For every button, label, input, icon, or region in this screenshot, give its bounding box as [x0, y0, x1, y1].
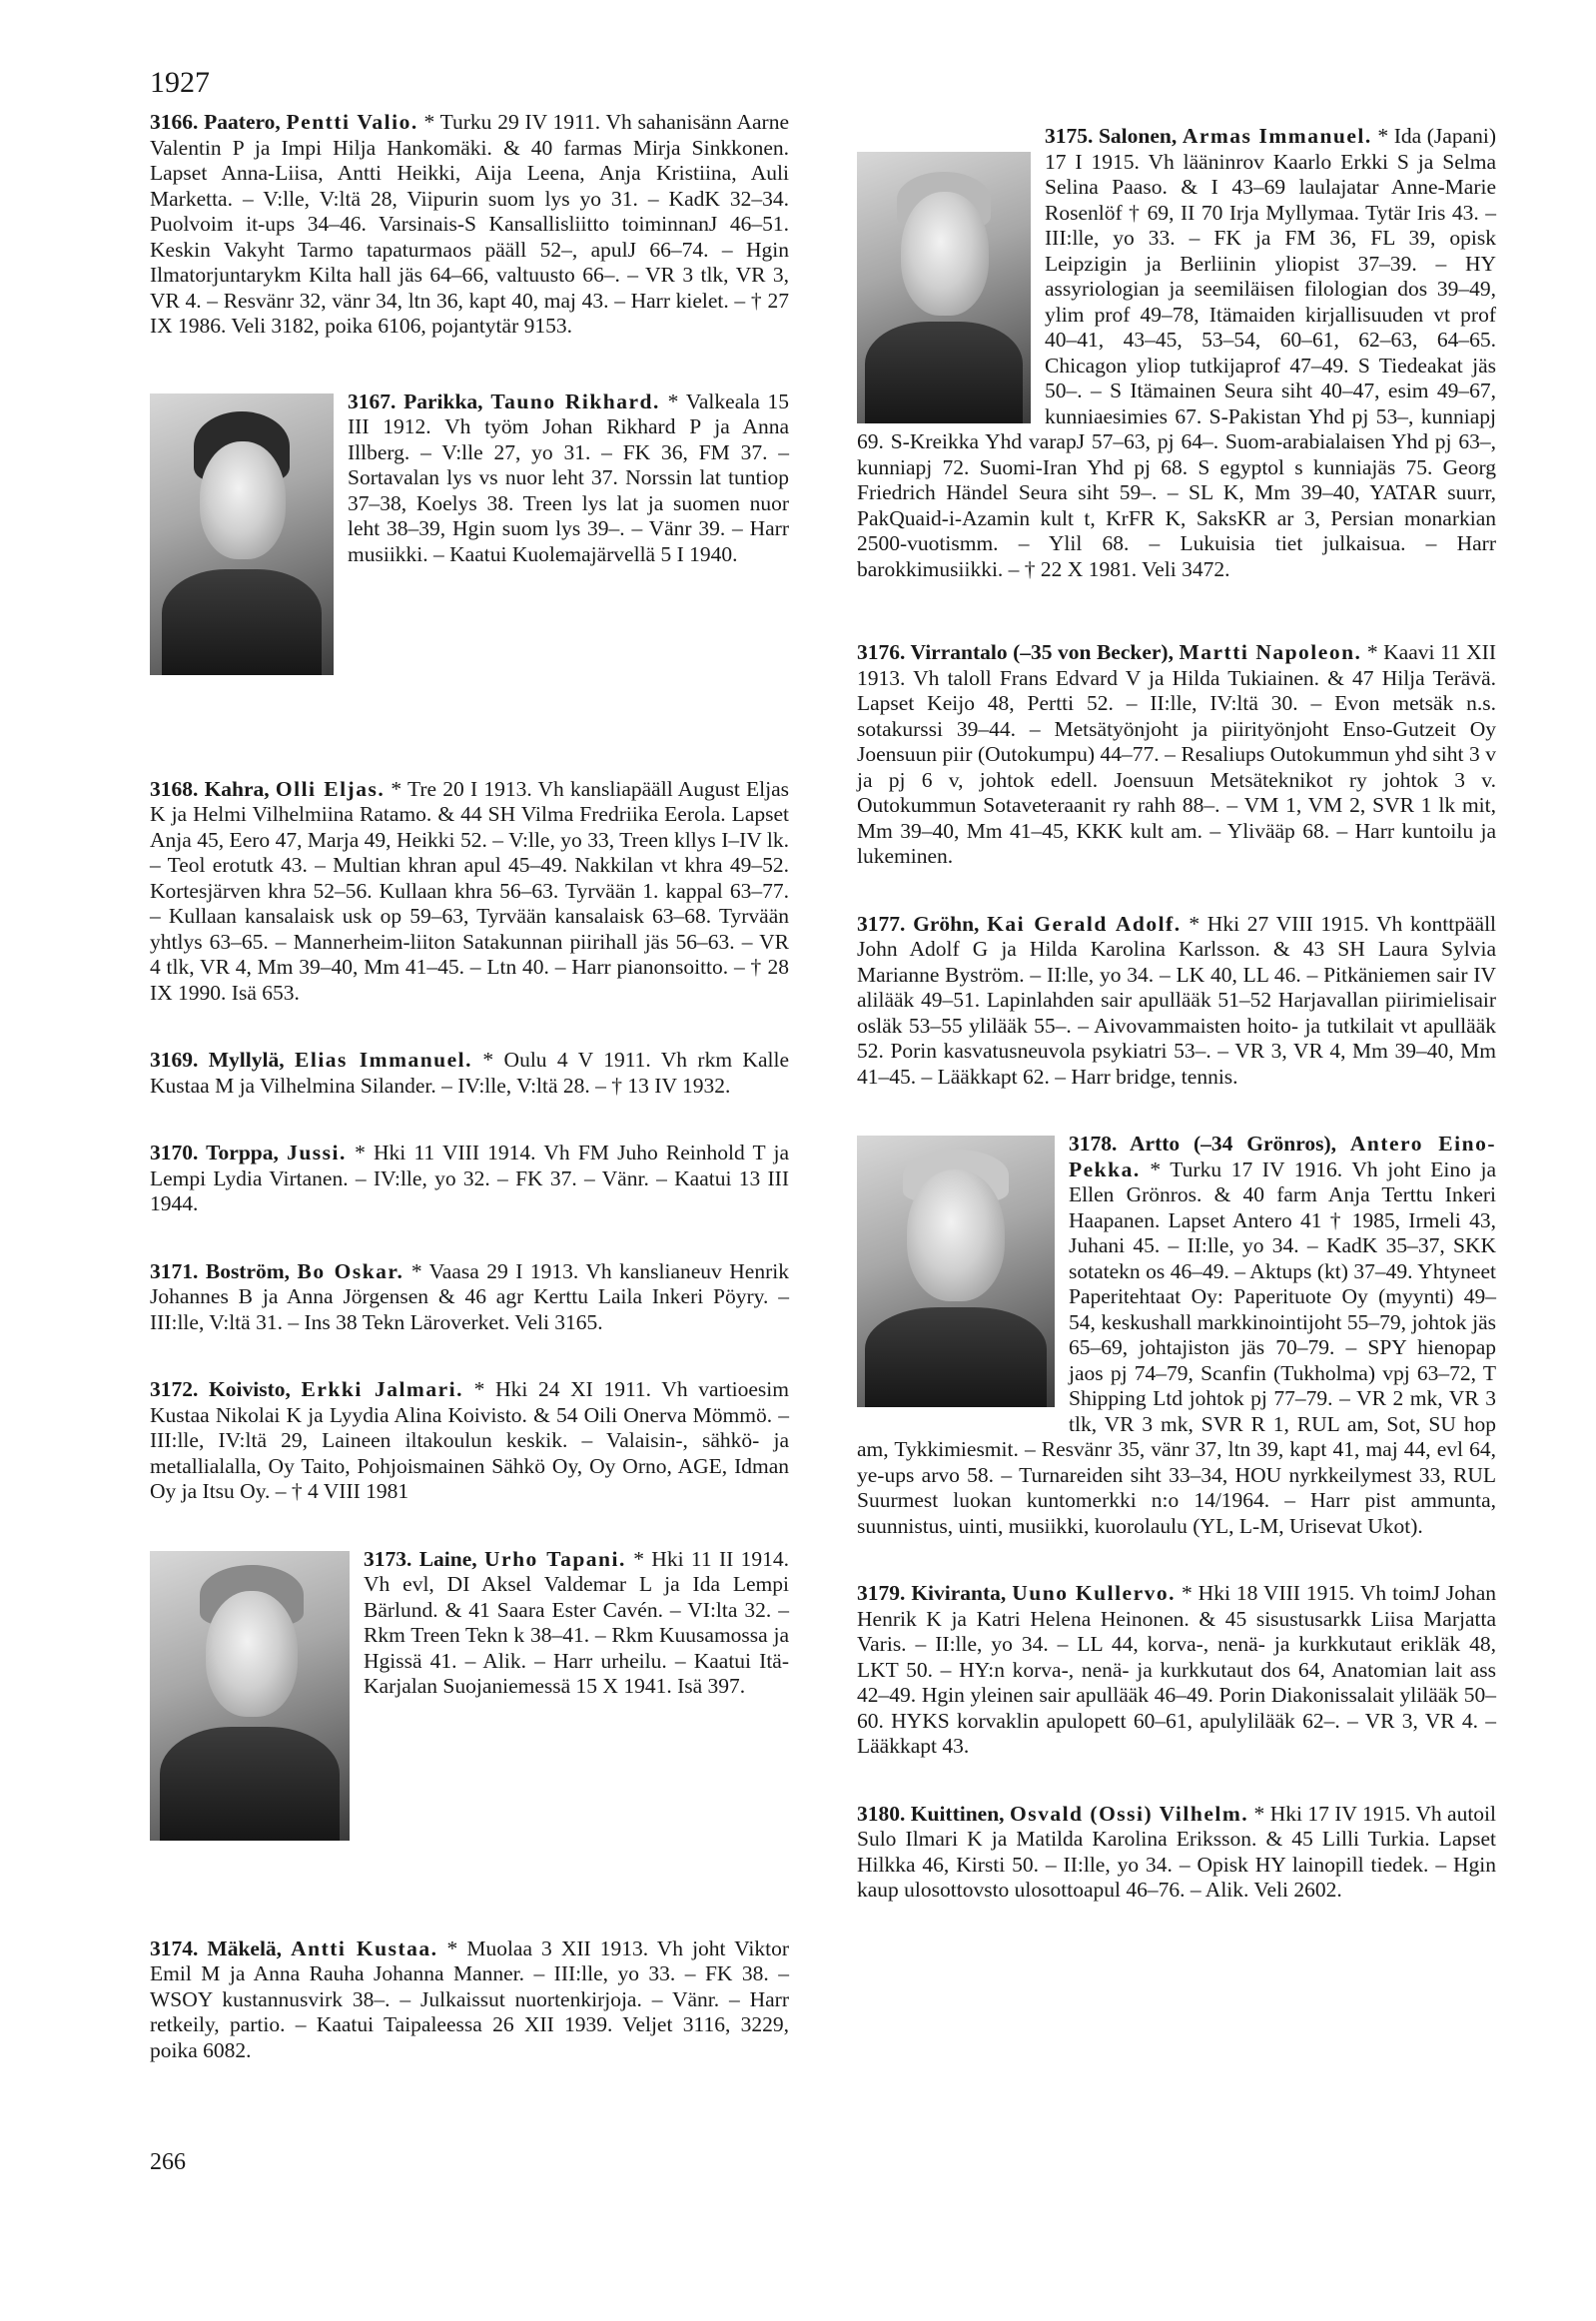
- entry-heading: 3180. Kuittinen,: [857, 1801, 1005, 1826]
- entry-3176: [857, 640, 1496, 870]
- entry-text: * Tre 20 I 1913. Vh kansliapääll August Eljas K ja Helmi Vilhelmiina Ratamo. & 44 SH Vilma Fredriika Eerola. Lapset Anja 45, Eero 47, Marja 49, Heikki 52. – V:lle, yo 33, Treen kllys I–IV lk. – Teol erotutk 43. – Multian khran apul 45–49. Nakkilan vt khra 49–52. Kortesjärven khra 52–56. Kullaan khra 56–63. Tyrvään 1. kappal 63–77. – Kullaan kansalaisk usk op 59–63, Tyrvään kansalaisk 63–68. Tyrvään yhtlys 63–65. – Mannerheim-liiton Satakunnan piirihall jäs 56–63. – VR 4 tlk, VR 4, Mm 39–40, Mm 41–45. – Ltn 40. – Harr pianonsoitto. – † 28 IX 1990. Isä 653.: [150, 776, 789, 1005]
- entry-name: Olli Eljas.: [275, 776, 386, 801]
- entry-text: * Muolaa 3 XII 1913. Vh joht Viktor Emil M ja Anna Rauha Johanna Manner. – III:lle, yo 33. – FK 38. – WSOY kustannusvirk 38–. – Julkaissut nuortenkirjoja. – Vänr. – Harr retkeily, partio. – Kaatui Taipaleessa 26 XII 1939. Veljet 3116, 3229, poika 6082.: [150, 1935, 790, 2062]
- entry-heading: 3167. Parikka,: [348, 388, 483, 413]
- portrait-photo: [857, 1136, 1055, 1407]
- entry-heading: 3175. Salonen,: [1045, 124, 1178, 148]
- entry-3178: [857, 1132, 1496, 1539]
- entry-heading: 3172. Koivisto,: [150, 1377, 291, 1401]
- entry-3167: [150, 389, 789, 719]
- portrait-photo: [857, 152, 1031, 423]
- entry-name: Urho Tapani.: [484, 1546, 626, 1571]
- entry-3173: [150, 1547, 789, 1895]
- page-number: 266: [150, 2149, 186, 2175]
- entry-name: Uuno Kullervo.: [1012, 1581, 1177, 1605]
- entry-name: Martti Napoleon.: [1179, 640, 1362, 664]
- entry-text: * Turku 29 IV 1911. Vh sahanisänn Aarne Valentin P ja Impi Hilja Hankomäki. & 40 farmas Mirja Sinkkonen. Lapset Anna-Liisa, Antti Heikki, Aija Leena, Anja Kristiina, Auli Marketta. – V:lle, V:ltä 28, Viipurin suom lys yo 31. – KadK 32–34. Puolvoim it-ups 34–46. Varsinais-S Kansallisliitto toiminnanJ 46–51. Keskin Vakyht Tarmo tapaturmaos pääll 52–, apulJ 66–74. – Hgin Ilmatorjuntarykm Kilta hall jäs 64–66, valtuusto 66–. – VR 3 tlk, VR 3, VR 4. – Resvänr 32, vänr 34, ltn 36, kapt 40, maj 43. – Harr kielet. – † 27 IX 1986. Veli 3182, poika 6106, pojantytär 9153.: [150, 110, 789, 338]
- entry-name: Bo Oskar.: [297, 1258, 404, 1283]
- entry-text: * Hki 11 VIII 1914. Vh FM Juho Reinhold T ja Lempi Lydia Virtanen. – IV:lle, yo 32. – FK 37. – Vänr. – Kaatui 13 III 1944.: [150, 1141, 790, 1215]
- entry-name: Erkki Jalmari.: [301, 1377, 463, 1401]
- entry-3179: [857, 1581, 1496, 1760]
- entry-name: Antero Eino-Pekka.: [1069, 1132, 1496, 1181]
- entry-3169: [150, 1048, 789, 1099]
- entry-heading: 3179. Kiviranta,: [857, 1581, 1007, 1605]
- entry-text: * Hki 18 VIII 1915. Vh toimJ Johan Henrik K ja Katri Helena Heinonen. & 45 sisustusarkk Liisa Marjatta Varis. – II:lle, yo 34. – LL 44, korva-, nenä- ja kurkkutaut erikläk 48, LKT 50. – HY:n korva-, nenä- ja kurkkutaut dos 64, Anatomian lait ass 42–49. Hgin yleinen sair apullääk 46–49. Porin Diakonissalait ylilääk 50–60. HYKS korvaklin apulopett 60–61, apulylilääk 62–. – VR 3, VR 4. – Lääkkapt 43.: [857, 1581, 1497, 1758]
- entry-name: Jussi.: [287, 1141, 347, 1164]
- entry-3177: [857, 912, 1496, 1091]
- entry-heading: 3174. Mäkelä,: [150, 1935, 283, 1960]
- entry-heading: 3168. Kahra,: [150, 776, 270, 801]
- entry-name: Elias Immanuel.: [295, 1048, 473, 1072]
- entry-3180: [857, 1802, 1496, 1904]
- entry-text: * Hki 17 IV 1915. Vh autoil Sulo Ilmari K ja Matilda Karolina Eriksson. & 45 Lilli Turkia. Lapset Hilkka 46, Kirsti 50. – II:lle, yo 34. – Opisk HY lainopill tiedek. – Hgin kaup ulosottovsto ulosottoapul 46–76. – Alik. Veli 2602.: [857, 1801, 1497, 1902]
- entry-name: Osvald (Ossi) Vilhelm.: [1009, 1801, 1249, 1826]
- entry-text: * Oulu 4 V 1911. Vh rkm Kalle Kustaa M ja Vilhelmina Silander. – IV:lle, V:ltä 28. – † 13 IV 1932.: [150, 1048, 789, 1098]
- page-year: 1927: [150, 66, 210, 99]
- entry-text: * Kaavi 11 XII 1913. Vh taloll Frans Edvard V ja Hilda Tukiainen. & 47 Hilja Terävä. Lapset Keijo 48, Pertti 52. – II:lle, IV:ltä 30. – Evon metsäk n.s. sotakurssi 39–44. – Metsätyönjoht ja piirityönjoht Enso-Gutzeit Oy Joensuun piir (Outokumpu) 44–77. – Resaliups Outokummun yhd siht 3 v ja pj 6 v, johtok edell. Joensuun Metsäteknikot ry johtok 3 v. Outokummun Sotaveteraanit ry rahh 88–. – VM 1, VM 2, SVR 1 lk mit, Mm 39–40, Mm 41–45, KKK kult am. – Ylivääp 68. – Harr kuntoilu ja lukeminen.: [857, 640, 1496, 868]
- entry-heading: 3171. Boström,: [150, 1258, 291, 1283]
- entry-heading: 3178. Artto (–34 Grönros),: [1069, 1132, 1337, 1156]
- entry-text: * Hki 24 XI 1911. Vh vartioesim Kustaa Nikolai K ja Lyydia Alina Koivisto. & 54 Oili Onerva Mömmö. – III:lle, IV:ltä 29, Laineen iltakoulun keskik. – Valaisin-, sähkö- ja metallialalla, Oy Taito, Pohjoismainen Sähkö Oy, Oy Orno, AGE, Idman Oy ja Itsu Oy. – † 4 VIII 1981: [150, 1377, 789, 1503]
- entry-3168: [150, 777, 789, 1007]
- left-column: [150, 110, 789, 2105]
- entry-heading: 3166. Paatero,: [150, 110, 281, 134]
- entry-3170: [150, 1141, 789, 1217]
- entry-text: * Vaasa 29 I 1913. Vh kanslianeuv Henrik Johannes B ja Anna Jörgensen & 46 agr Kerttu Laila Inkeri Pöyry. – III:lle, V:ltä 31. – Ins 38 Tekn Läroverket. Veli 3165.: [150, 1258, 789, 1334]
- entry-name: Antti Kustaa.: [291, 1935, 438, 1960]
- portrait-photo: [150, 393, 334, 675]
- entry-3171: [150, 1259, 789, 1336]
- entry-name: Tauno Rikhard.: [490, 388, 660, 413]
- entry-heading: 3173. Laine,: [364, 1546, 477, 1571]
- entry-text: * Turku 17 IV 1916. Vh joht Eino ja Ellen Grönros. & 40 farm Anja Terttu Inkeri Haapanen. Lapset Antero 41 † 1985, Irmeli 43, Juhani 45. – II:lle, yo 34. – KadK 35–37, SKK sotatekn os 46–49. – Aktups (kt) 37–49. Yhtyneet Paperitehtaat Oy: Paperituote Oy (myynti) 49–54, keskushall markkinointijoht 55–79, johtok jäs 65–69, johtajiston jäs 70–79. – SPY hienopap jaos pj 74–79, Scanfin (Tukholma) vpj 63–72, T Shipping Ltd johtok pj 77–79. – VR 2 mk, VR 3 tlk, VR 3 mk, SVR R 1, RUL am, Sot, SU hop am, Tykkimiesmit. – Resvänr 35, vänr 37, ltn 39, kapt 41, maj 44, evl 64, ye-ups arvo 58. – Turnareiden siht 33–34, HOU nyrkkeilymest 33, RUL Suurmest luokan kuntomerkki n:o 14/1964. – Harr pist ammunta, suunnistus, uinti, musiikki, kuorolaulu (YL, L-M, Urisevat Ukot).: [857, 1157, 1496, 1538]
- right-column: [857, 124, 1496, 1945]
- entry-text: * Hki 27 VIII 1915. Vh konttpääll John Adolf G ja Hilda Karolina Karlsson. & 43 SH Laura Sylvia Marianne Byström. – II:lle, yo 34. – LK 40, LL 46. – Pitkäniemen sair IV alilääk 49–51. Lapinlahden sair apullääk 51–52 Harjavallan piirimielisair osläk 53–55 ylilääk 55–. – Aivovammaisten hoito- ja tutkilait vt apullääk 52. Porin kasvatusneuvola psykiatri 53–. – VR 3, VR 4, Mm 39–40, Mm 41–45. – Lääkkapt 62. – Harr bridge, tennis.: [857, 911, 1497, 1089]
- entry-heading: 3170. Torppa,: [150, 1141, 279, 1164]
- entry-heading: 3169. Myllylä,: [150, 1048, 285, 1072]
- entry-heading: 3177. Gröhn,: [857, 911, 980, 936]
- entry-3166: [150, 110, 789, 340]
- entry-name: Kai Gerald Adolf.: [987, 911, 1182, 936]
- entry-3172: [150, 1377, 789, 1505]
- entry-3174: [150, 1936, 789, 2064]
- entry-name: Armas Immanuel.: [1182, 124, 1372, 148]
- entry-heading: 3176. Virrantalo (–35 von Becker),: [857, 640, 1174, 664]
- entry-3175: [857, 124, 1496, 582]
- entry-name: Pentti Valio.: [286, 110, 418, 134]
- entry-text: * Valkeala 15 III 1912. Vh työm Johan Rikhard P ja Anna Illberg. – V:lle 27, yo 31. – FK 36, FM 37. – Sortavalan lys vs nuor leht 37. Norssin lat tuntiop 37–38, Koelys 38. Treen lys lat ja suomen nuor leht 38–39, Hgin suom lys 39–. – Vänr 39. – Harr musiikki. – Kaatui Kuolemajärvellä 5 I 1940.: [348, 388, 789, 566]
- entry-text: * Ida (Japani) 17 I 1915. Vh lääninrov Kaarlo Erkki S ja Selma Selina Paaso. & I 43–69 laulajatar Anne-Marie Rosenlöf † 69, II 70 Irja Myllymaa. Tytär Iris 43. – III:lle, yo 33. – FK ja FM 36, FL 39, opisk Leipzigin ja Berliinin yliopist 37–39. – HY assyriologian ja seemiläisen filologian dos 39–49, ylim prof 49–78, Itämaiden kirjallisuuden vt prof 40–41, 43–45, 53–54, 60–61, 62–63, 64–65. Chicagon yliop tutkijaprof 47–49. S Tiedeakat jäs 50–. – S Itämainen Seura siht 40–47, esim 49–67, kunniaesimies 67. S-Pakistan Yhd pj 53–, kunniapj 69. S-Kreikka Yhd varapJ 57–63, pj 64–. Suom-arabialaisen Yhd pj 63–, kunniapj 72. Suomi-Iran Yhd pj 68. S egyptol s kunniajäs 75. Georg Friedrich Händel Seura siht 59–. – SL K, Mm 39–40, YATAR suurr, PakQuaid-i-Azamin kult t, KrFR K, SaksKR ar 3, Persian monarkian 2500-vuotismm. – Ylil 68. – Lukuisia tiet julkaisua. – Harr barokkimusiikki. – † 22 X 1981. Veli 3472.: [857, 124, 1496, 581]
- entry-text: * Hki 11 II 1914. Vh evl, DI Aksel Valdemar L ja Ida Lempi Bärlund. & 41 Saara Ester Cavén. – VI:lta 32. – Rkm Treen Tekn k 38–41. – Rkm Kuusamossa ja Hgissä 41. – Alik. – Harr urheilu. – Kaatui Itä-Karjalan Suojaniemessä 15 X 1941. Isä 397.: [364, 1546, 789, 1698]
- portrait-photo: [150, 1551, 350, 1841]
